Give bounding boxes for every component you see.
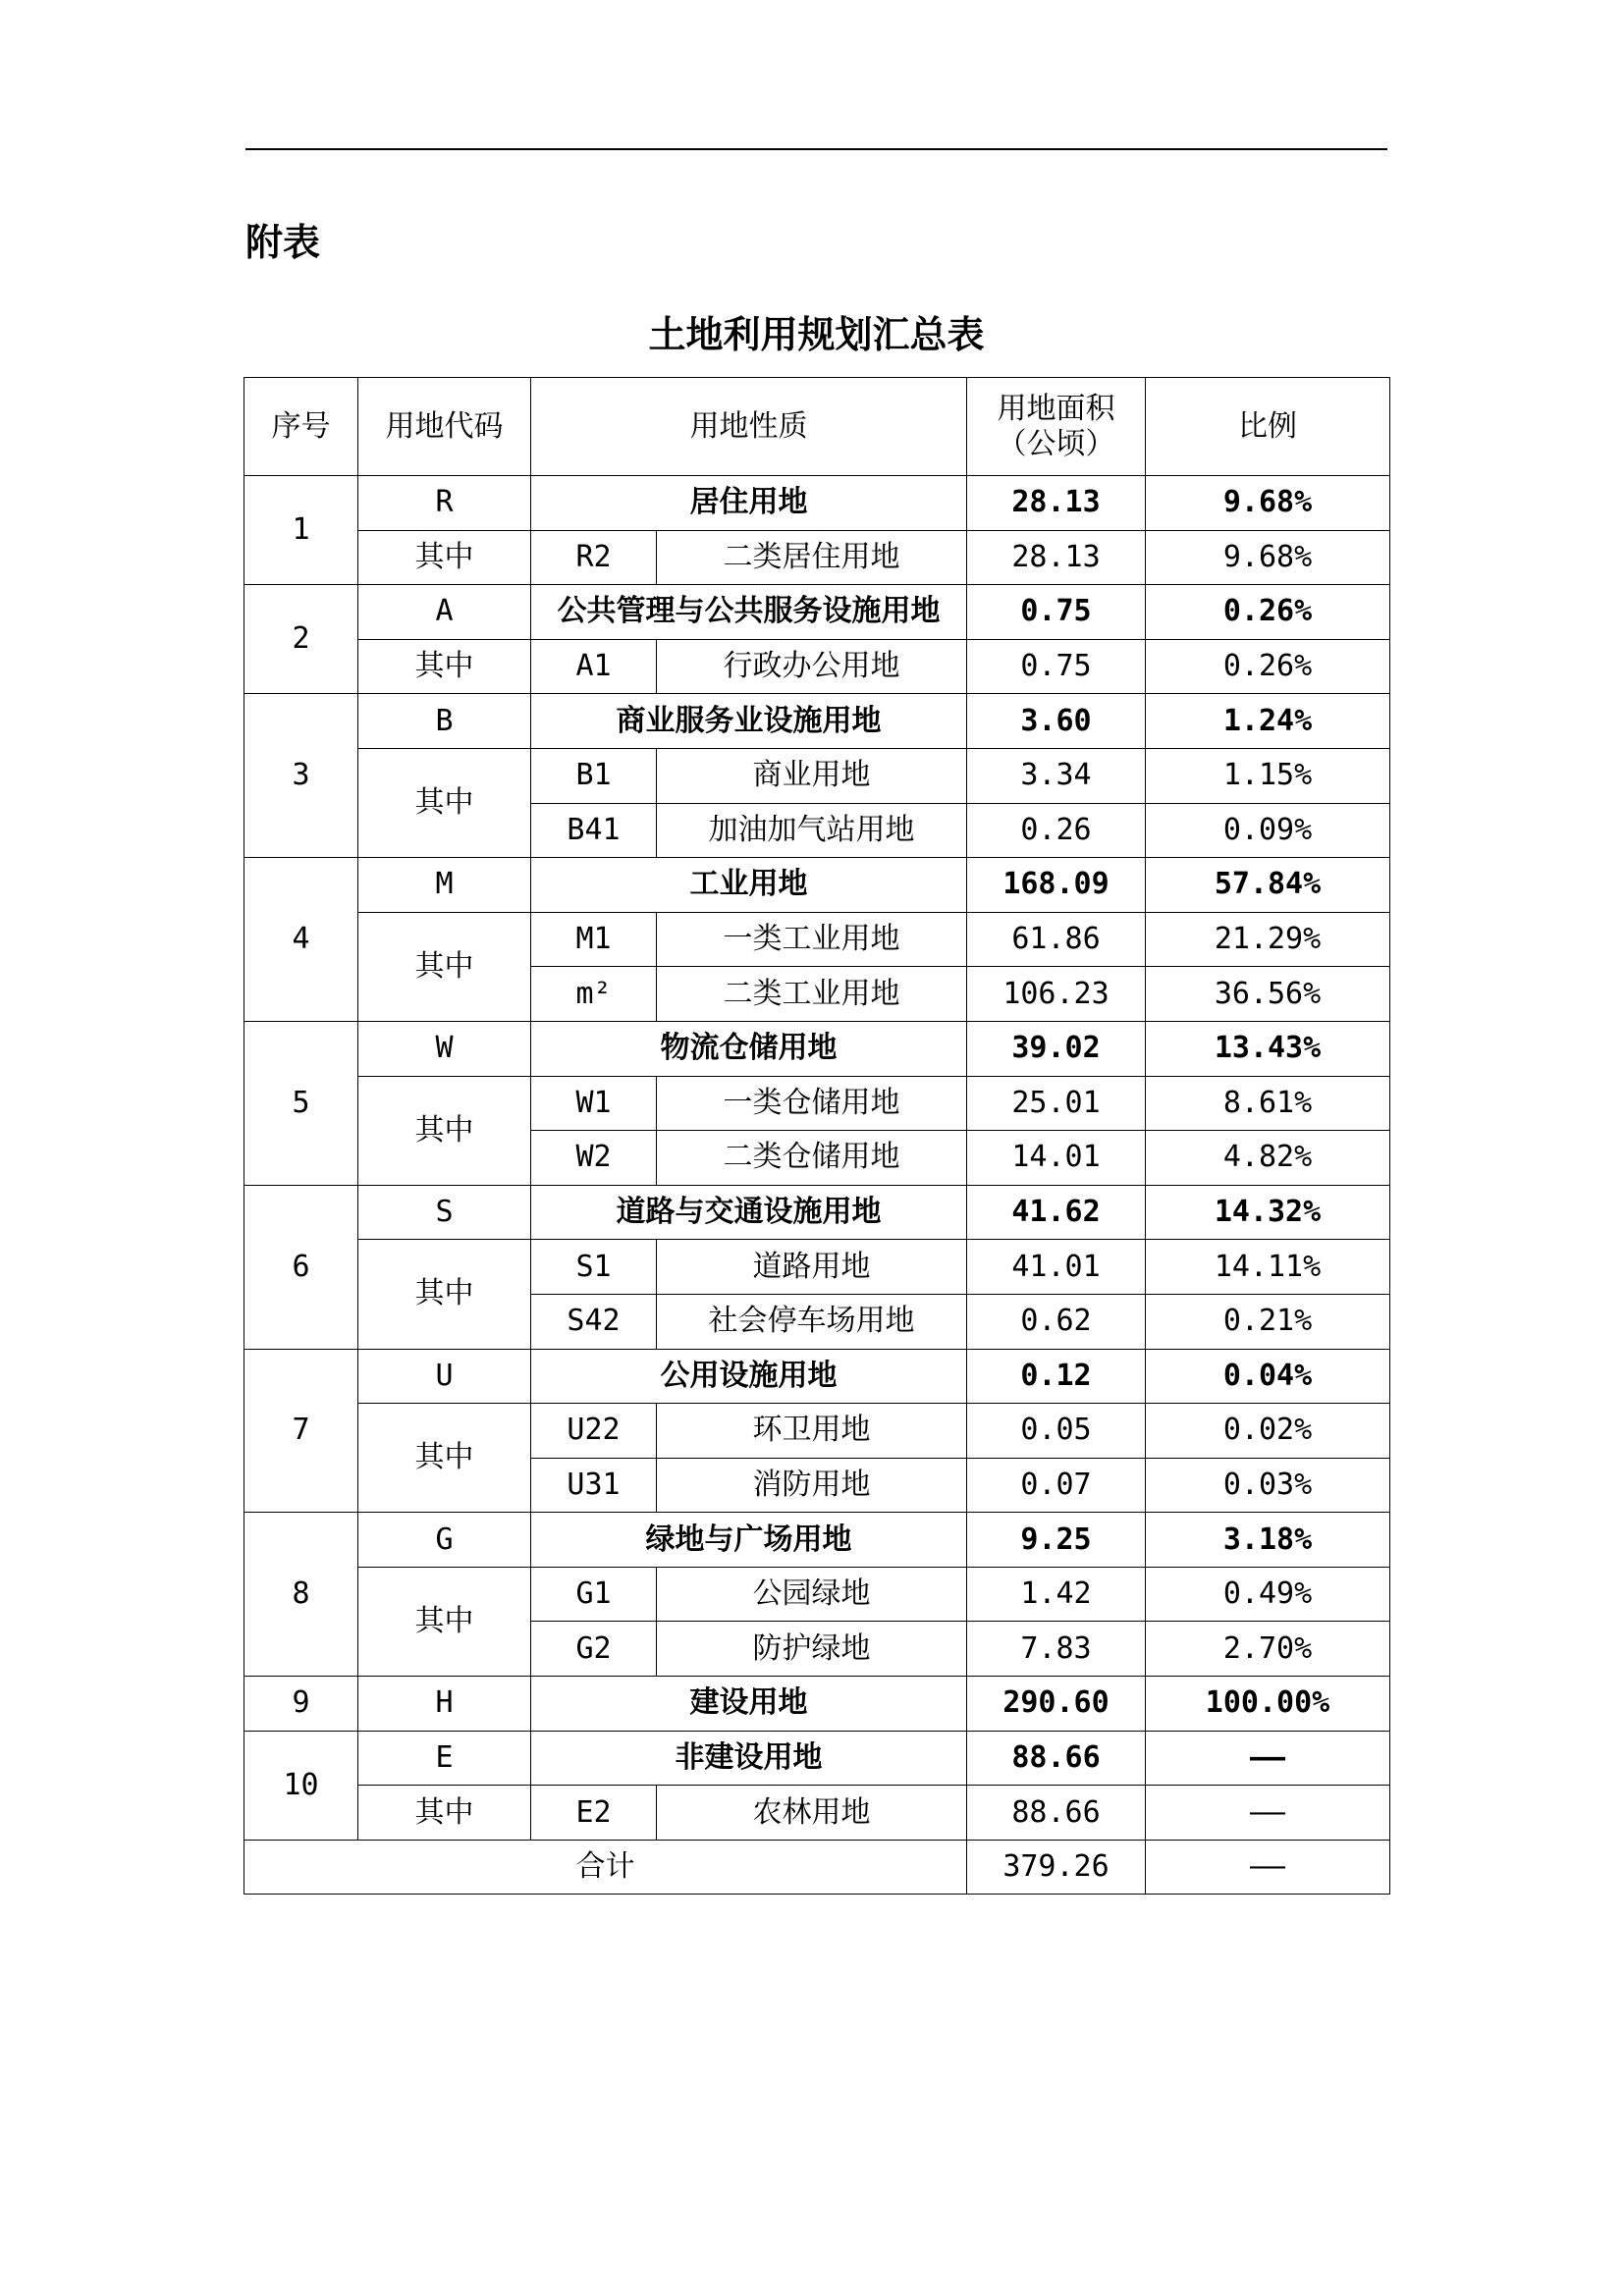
sub-area-cell: 106.23 — [967, 967, 1146, 1022]
code-cell: G — [358, 1513, 531, 1568]
seq-cell: 3 — [244, 694, 358, 858]
table-row-subcategory — [244, 748, 1390, 803]
table-row-subcategory — [244, 1404, 1390, 1459]
sub-name-cell: 一类工业用地 — [657, 912, 967, 967]
table-row-category — [244, 1185, 1390, 1240]
ratio-cell: 57.84% — [1146, 858, 1390, 913]
table-row-category — [244, 1731, 1390, 1786]
code-cell: S — [358, 1185, 531, 1240]
seq-cell: 9 — [244, 1677, 358, 1732]
sub-code-cell: B1 — [531, 748, 657, 803]
sub-code-cell: M1 — [531, 912, 657, 967]
sub-name-cell: 公园绿地 — [657, 1567, 967, 1622]
sub-ratio-cell: 0.09% — [1146, 803, 1390, 858]
sub-name-cell: 社会停车场用地 — [657, 1294, 967, 1349]
category-name-cell: 商业服务业设施用地 — [531, 694, 967, 749]
table-row-category — [244, 585, 1390, 640]
seq-cell: 10 — [244, 1731, 358, 1840]
appendix-label: 附表 — [245, 221, 321, 264]
sub-label-cell: 其中 — [358, 1786, 531, 1841]
sub-ratio-cell: —— — [1146, 1786, 1390, 1841]
table-row-subcategory — [244, 530, 1390, 585]
seq-cell: 6 — [244, 1185, 358, 1349]
code-cell: M — [358, 858, 531, 913]
category-name-cell: 非建设用地 — [531, 1731, 967, 1786]
sub-code-cell: E2 — [531, 1786, 657, 1841]
table-row-subcategory — [244, 1240, 1390, 1295]
table-row-subcategory — [244, 1786, 1390, 1841]
sub-code-cell: R2 — [531, 530, 657, 585]
sub-area-cell: 25.01 — [967, 1076, 1146, 1131]
sub-ratio-cell: 0.49% — [1146, 1567, 1390, 1622]
ratio-cell: 13.43% — [1146, 1021, 1390, 1076]
table-row-subcategory — [244, 1076, 1390, 1131]
total-area-cell: 379.26 — [967, 1840, 1146, 1895]
sub-code-cell: U22 — [531, 1404, 657, 1459]
category-name-cell: 道路与交通设施用地 — [531, 1185, 967, 1240]
sub-ratio-cell: 0.26% — [1146, 639, 1390, 694]
header-area: 用地面积 （公顷） — [967, 378, 1146, 476]
table-row-category — [244, 1021, 1390, 1076]
sub-name-cell: 二类工业用地 — [657, 967, 967, 1022]
code-cell: A — [358, 585, 531, 640]
seq-cell: 5 — [244, 1021, 358, 1185]
table-row-category — [244, 476, 1390, 531]
sub-name-cell: 消防用地 — [657, 1458, 967, 1513]
sub-name-cell: 二类仓储用地 — [657, 1131, 967, 1186]
sub-area-cell: 0.07 — [967, 1458, 1146, 1513]
sub-ratio-cell: 36.56% — [1146, 967, 1390, 1022]
sub-code-cell: G1 — [531, 1567, 657, 1622]
table-row-category — [244, 694, 1390, 749]
category-name-cell: 居住用地 — [531, 476, 967, 531]
code-cell: E — [358, 1731, 531, 1786]
sub-code-cell: m² — [531, 967, 657, 1022]
sub-code-cell: A1 — [531, 639, 657, 694]
category-name-cell: 公用设施用地 — [531, 1349, 967, 1404]
sub-label-cell: 其中 — [358, 530, 531, 585]
sub-area-cell: 0.75 — [967, 639, 1146, 694]
seq-cell: 8 — [244, 1513, 358, 1677]
total-ratio-cell: —— — [1146, 1840, 1390, 1895]
code-cell: H — [358, 1677, 531, 1732]
land-use-summary-table — [244, 377, 1390, 1895]
sub-code-cell: G2 — [531, 1622, 657, 1677]
sub-name-cell: 加油加气站用地 — [657, 803, 967, 858]
sub-code-cell: S42 — [531, 1294, 657, 1349]
code-cell: W — [358, 1021, 531, 1076]
area-cell: 0.75 — [967, 585, 1146, 640]
code-cell: R — [358, 476, 531, 531]
sub-label-cell: 其中 — [358, 912, 531, 1021]
ratio-cell: 14.32% — [1146, 1185, 1390, 1240]
ratio-cell: —— — [1146, 1731, 1390, 1786]
sub-name-cell: 环卫用地 — [657, 1404, 967, 1459]
sub-code-cell: B41 — [531, 803, 657, 858]
table-row-subcategory — [244, 1567, 1390, 1622]
seq-cell: 2 — [244, 585, 358, 694]
sub-ratio-cell: 8.61% — [1146, 1076, 1390, 1131]
category-name-cell: 建设用地 — [531, 1677, 967, 1732]
code-cell: U — [358, 1349, 531, 1404]
ratio-cell: 1.24% — [1146, 694, 1390, 749]
total-row — [244, 1840, 1390, 1895]
header-ratio: 比例 — [1146, 378, 1390, 476]
sub-ratio-cell: 4.82% — [1146, 1131, 1390, 1186]
header-seq: 序号 — [244, 378, 358, 476]
header-code: 用地代码 — [358, 378, 531, 476]
area-cell: 39.02 — [967, 1021, 1146, 1076]
sub-ratio-cell: 9.68% — [1146, 530, 1390, 585]
sub-label-cell: 其中 — [358, 1404, 531, 1513]
seq-cell: 1 — [244, 476, 358, 585]
sub-area-cell: 88.66 — [967, 1786, 1146, 1841]
sub-area-cell: 0.62 — [967, 1294, 1146, 1349]
sub-area-cell: 0.05 — [967, 1404, 1146, 1459]
sub-label-cell: 其中 — [358, 639, 531, 694]
table-row-category — [244, 1513, 1390, 1568]
sub-ratio-cell: 1.15% — [1146, 748, 1390, 803]
sub-ratio-cell: 0.21% — [1146, 1294, 1390, 1349]
area-cell: 0.12 — [967, 1349, 1146, 1404]
sub-code-cell: W1 — [531, 1076, 657, 1131]
area-cell: 290.60 — [967, 1677, 1146, 1732]
table-row-category — [244, 1677, 1390, 1732]
area-cell: 41.62 — [967, 1185, 1146, 1240]
sub-ratio-cell: 0.02% — [1146, 1404, 1390, 1459]
sub-name-cell: 防护绿地 — [657, 1622, 967, 1677]
sub-area-cell: 1.42 — [967, 1567, 1146, 1622]
sub-code-cell: W2 — [531, 1131, 657, 1186]
sub-label-cell: 其中 — [358, 1567, 531, 1676]
table-body — [244, 378, 1390, 1895]
total-label-cell: 合计 — [244, 1840, 967, 1895]
sub-name-cell: 一类仓储用地 — [657, 1076, 967, 1131]
seq-cell: 7 — [244, 1349, 358, 1513]
sub-name-cell: 商业用地 — [657, 748, 967, 803]
seq-cell: 4 — [244, 858, 358, 1022]
header-rule — [245, 148, 1387, 150]
sub-ratio-cell: 14.11% — [1146, 1240, 1390, 1295]
category-name-cell: 工业用地 — [531, 858, 967, 913]
sub-name-cell: 二类居住用地 — [657, 530, 967, 585]
header-nature: 用地性质 — [531, 378, 967, 476]
ratio-cell: 3.18% — [1146, 1513, 1390, 1568]
area-cell: 28.13 — [967, 476, 1146, 531]
table-row-category — [244, 1349, 1390, 1404]
table-title: 土地利用规划汇总表 — [648, 313, 985, 356]
code-cell: B — [358, 694, 531, 749]
sub-area-cell: 14.01 — [967, 1131, 1146, 1186]
category-name-cell: 绿地与广场用地 — [531, 1513, 967, 1568]
ratio-cell: 0.04% — [1146, 1349, 1390, 1404]
ratio-cell: 9.68% — [1146, 476, 1390, 531]
sub-ratio-cell: 21.29% — [1146, 912, 1390, 967]
area-cell: 9.25 — [967, 1513, 1146, 1568]
ratio-cell: 100.00% — [1146, 1677, 1390, 1732]
sub-ratio-cell: 0.03% — [1146, 1458, 1390, 1513]
sub-area-cell: 3.34 — [967, 748, 1146, 803]
sub-label-cell: 其中 — [358, 748, 531, 857]
sub-area-cell: 41.01 — [967, 1240, 1146, 1295]
sub-name-cell: 农林用地 — [657, 1786, 967, 1841]
sub-area-cell: 7.83 — [967, 1622, 1146, 1677]
sub-ratio-cell: 2.70% — [1146, 1622, 1390, 1677]
sub-code-cell: S1 — [531, 1240, 657, 1295]
header-row — [244, 378, 1390, 476]
sub-area-cell: 61.86 — [967, 912, 1146, 967]
area-cell: 168.09 — [967, 858, 1146, 913]
sub-area-cell: 0.26 — [967, 803, 1146, 858]
category-name-cell: 物流仓储用地 — [531, 1021, 967, 1076]
sub-label-cell: 其中 — [358, 1076, 531, 1185]
sub-area-cell: 28.13 — [967, 530, 1146, 585]
area-cell: 3.60 — [967, 694, 1146, 749]
sub-code-cell: U31 — [531, 1458, 657, 1513]
ratio-cell: 0.26% — [1146, 585, 1390, 640]
table-row-subcategory — [244, 639, 1390, 694]
sub-label-cell: 其中 — [358, 1240, 531, 1349]
sub-name-cell: 行政办公用地 — [657, 639, 967, 694]
area-cell: 88.66 — [967, 1731, 1146, 1786]
table-row-category — [244, 858, 1390, 913]
sub-name-cell: 道路用地 — [657, 1240, 967, 1295]
category-name-cell: 公共管理与公共服务设施用地 — [531, 585, 967, 640]
table-row-subcategory — [244, 912, 1390, 967]
